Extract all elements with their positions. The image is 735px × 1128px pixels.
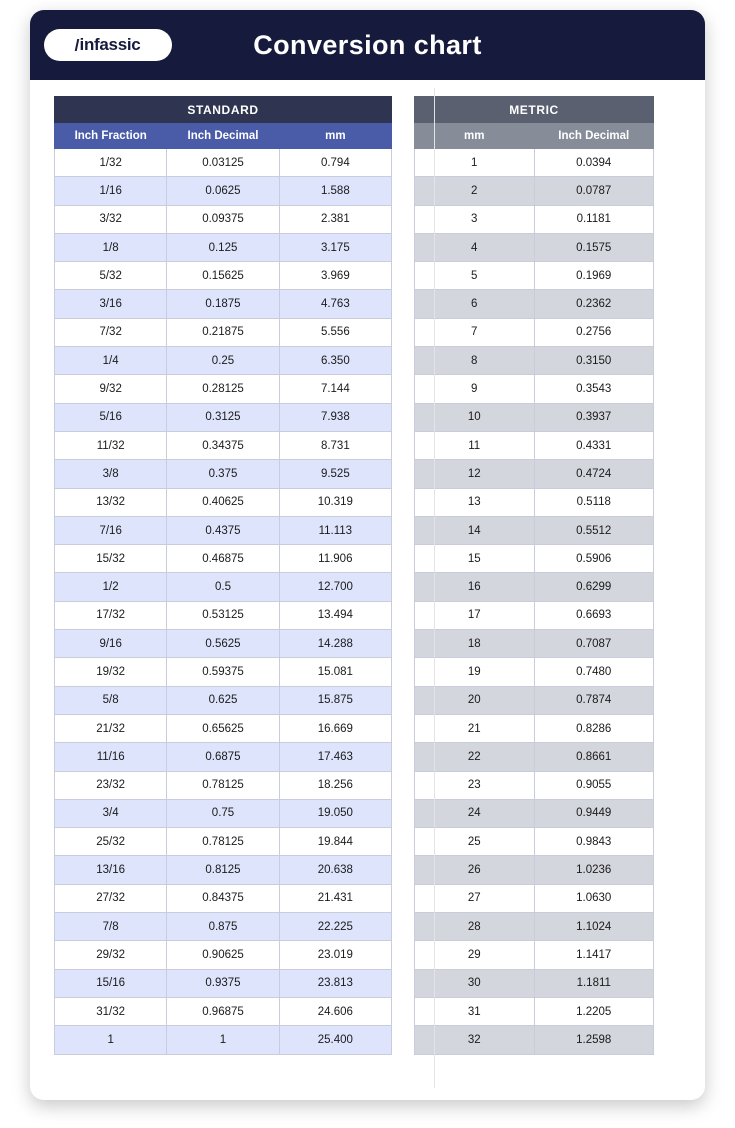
table-row xyxy=(55,658,392,686)
table-row xyxy=(415,290,654,318)
table-row xyxy=(55,149,392,177)
table-row xyxy=(415,347,654,375)
metric-column-header-row xyxy=(415,123,654,149)
table-cell: 0.6693 xyxy=(534,601,654,629)
table-row xyxy=(55,884,392,912)
logo-mark-icon xyxy=(74,39,79,51)
table-cell: 22 xyxy=(415,743,535,771)
table-cell: 11/16 xyxy=(55,743,167,771)
standard-column-header-row xyxy=(55,123,392,149)
table-cell: 1/32 xyxy=(55,149,167,177)
table-cell: 31 xyxy=(415,997,535,1025)
table-row xyxy=(55,828,392,856)
table-cell: 0.7874 xyxy=(534,686,654,714)
table-cell: 0.5625 xyxy=(167,630,279,658)
standard-col-mm: mm xyxy=(279,123,391,149)
table-cell: 25 xyxy=(415,828,535,856)
table-cell: 26 xyxy=(415,856,535,884)
table-cell: 7 xyxy=(415,318,535,346)
table-cell: 0.0394 xyxy=(534,149,654,177)
table-cell: 3.175 xyxy=(279,233,391,261)
table-cell: 20.638 xyxy=(279,856,391,884)
table-row xyxy=(55,460,392,488)
table-cell: 0.4375 xyxy=(167,516,279,544)
table-row xyxy=(415,658,654,686)
table-cell: 1/2 xyxy=(55,573,167,601)
table-cell: 4.763 xyxy=(279,290,391,318)
table-cell: 0.0787 xyxy=(534,177,654,205)
table-cell: 17.463 xyxy=(279,743,391,771)
table-row xyxy=(55,403,392,431)
table-cell: 10 xyxy=(415,403,535,431)
table-row xyxy=(415,771,654,799)
table-cell: 0.84375 xyxy=(167,884,279,912)
table-row xyxy=(55,714,392,742)
table-cell: 25/32 xyxy=(55,828,167,856)
table-cell: 19 xyxy=(415,658,535,686)
table-row xyxy=(415,233,654,261)
table-cell: 3/4 xyxy=(55,799,167,827)
table-cell: 0.9843 xyxy=(534,828,654,856)
tables-area xyxy=(30,80,705,1100)
table-cell: 0.5512 xyxy=(534,516,654,544)
table-row xyxy=(55,545,392,573)
table-cell: 0.125 xyxy=(167,233,279,261)
table-cell: 20 xyxy=(415,686,535,714)
brand-logo xyxy=(44,29,172,61)
table-cell: 1/4 xyxy=(55,347,167,375)
table-cell: 11/32 xyxy=(55,431,167,459)
table-cell: 0.3150 xyxy=(534,347,654,375)
table-cell: 15.081 xyxy=(279,658,391,686)
table-cell: 8 xyxy=(415,347,535,375)
table-cell: 0.7087 xyxy=(534,630,654,658)
table-cell: 0.1875 xyxy=(167,290,279,318)
table-cell: 0.9449 xyxy=(534,799,654,827)
table-cell: 13.494 xyxy=(279,601,391,629)
table-row xyxy=(55,488,392,516)
table-cell: 2.381 xyxy=(279,205,391,233)
standard-table-head xyxy=(55,97,392,149)
table-cell: 9/32 xyxy=(55,375,167,403)
table-cell: 6.350 xyxy=(279,347,391,375)
table-row xyxy=(415,375,654,403)
table-cell: 4 xyxy=(415,233,535,261)
page-title: Conversion chart xyxy=(253,29,482,60)
table-cell: 30 xyxy=(415,969,535,997)
standard-table-body xyxy=(55,149,392,1055)
table-cell: 16.669 xyxy=(279,714,391,742)
table-row xyxy=(415,516,654,544)
table-cell: 0.90625 xyxy=(167,941,279,969)
table-row xyxy=(415,149,654,177)
table-row xyxy=(415,743,654,771)
table-cell: 11.113 xyxy=(279,516,391,544)
table-cell: 21/32 xyxy=(55,714,167,742)
table-cell: 18.256 xyxy=(279,771,391,799)
table-cell: 25.400 xyxy=(279,1026,391,1054)
table-cell: 0.3125 xyxy=(167,403,279,431)
table-row xyxy=(55,573,392,601)
table-cell: 3 xyxy=(415,205,535,233)
table-cell: 24.606 xyxy=(279,997,391,1025)
table-cell: 21.431 xyxy=(279,884,391,912)
table-row xyxy=(415,997,654,1025)
table-cell: 8.731 xyxy=(279,431,391,459)
table-cell: 0.0625 xyxy=(167,177,279,205)
table-cell: 32 xyxy=(415,1026,535,1054)
table-cell: 0.40625 xyxy=(167,488,279,516)
table-cell: 12 xyxy=(415,460,535,488)
standard-table xyxy=(54,96,392,1055)
table-cell: 19/32 xyxy=(55,658,167,686)
table-row xyxy=(415,177,654,205)
table-cell: 0.5 xyxy=(167,573,279,601)
table-cell: 0.28125 xyxy=(167,375,279,403)
table-row xyxy=(415,403,654,431)
table-row xyxy=(55,630,392,658)
table-cell: 0.5118 xyxy=(534,488,654,516)
table-cell: 29 xyxy=(415,941,535,969)
table-cell: 7.938 xyxy=(279,403,391,431)
table-cell: 0.65625 xyxy=(167,714,279,742)
table-row xyxy=(415,714,654,742)
table-row xyxy=(415,1026,654,1054)
table-cell: 16 xyxy=(415,573,535,601)
metric-table xyxy=(414,96,654,1055)
table-cell: 27 xyxy=(415,884,535,912)
table-cell: 0.8286 xyxy=(534,714,654,742)
metric-table-wrapper xyxy=(414,96,654,1100)
table-cell: 1.0236 xyxy=(534,856,654,884)
table-cell: 5/32 xyxy=(55,262,167,290)
table-row xyxy=(55,601,392,629)
table-cell: 1.1811 xyxy=(534,969,654,997)
table-cell: 18 xyxy=(415,630,535,658)
table-row xyxy=(415,573,654,601)
metric-table-head xyxy=(415,97,654,149)
table-cell: 1 xyxy=(167,1026,279,1054)
table-row xyxy=(55,318,392,346)
table-cell: 5 xyxy=(415,262,535,290)
table-cell: 9/16 xyxy=(55,630,167,658)
table-cell: 0.9375 xyxy=(167,969,279,997)
table-cell: 0.75 xyxy=(167,799,279,827)
table-cell: 0.59375 xyxy=(167,658,279,686)
table-cell: 0.78125 xyxy=(167,771,279,799)
table-cell: 0.1969 xyxy=(534,262,654,290)
table-cell: 7/8 xyxy=(55,913,167,941)
table-cell: 15.875 xyxy=(279,686,391,714)
table-cell: 1.1417 xyxy=(534,941,654,969)
table-cell: 0.6299 xyxy=(534,573,654,601)
table-cell: 24 xyxy=(415,799,535,827)
table-row xyxy=(415,941,654,969)
table-row xyxy=(55,431,392,459)
table-row xyxy=(55,686,392,714)
page-header xyxy=(30,10,705,80)
table-row xyxy=(55,177,392,205)
column-divider xyxy=(434,88,435,1088)
table-row xyxy=(415,856,654,884)
table-cell: 13/16 xyxy=(55,856,167,884)
table-cell: 27/32 xyxy=(55,884,167,912)
table-cell: 0.1181 xyxy=(534,205,654,233)
standard-col-inch-fraction: Inch Fraction xyxy=(55,123,167,149)
table-cell: 0.03125 xyxy=(167,149,279,177)
table-cell: 19.050 xyxy=(279,799,391,827)
table-row xyxy=(55,347,392,375)
table-cell: 11.906 xyxy=(279,545,391,573)
table-row xyxy=(55,290,392,318)
table-cell: 17 xyxy=(415,601,535,629)
standard-table-wrapper xyxy=(54,96,392,1100)
table-cell: 0.15625 xyxy=(167,262,279,290)
table-row xyxy=(55,997,392,1025)
table-cell: 11 xyxy=(415,431,535,459)
table-cell: 23/32 xyxy=(55,771,167,799)
table-row xyxy=(55,799,392,827)
table-cell: 9 xyxy=(415,375,535,403)
table-cell: 0.3937 xyxy=(534,403,654,431)
table-cell: 31/32 xyxy=(55,997,167,1025)
table-cell: 7/16 xyxy=(55,516,167,544)
table-cell: 13 xyxy=(415,488,535,516)
standard-section-title: STANDARD xyxy=(55,97,392,123)
table-cell: 1.2598 xyxy=(534,1026,654,1054)
table-row xyxy=(55,856,392,884)
table-cell: 0.625 xyxy=(167,686,279,714)
table-cell: 0.53125 xyxy=(167,601,279,629)
conversion-chart-card xyxy=(30,10,705,1100)
table-cell: 28 xyxy=(415,913,535,941)
table-row xyxy=(55,1026,392,1054)
table-cell: 5/16 xyxy=(55,403,167,431)
table-cell: 0.4331 xyxy=(534,431,654,459)
table-cell: 3/16 xyxy=(55,290,167,318)
standard-section-title-row xyxy=(55,97,392,123)
table-cell: 7/32 xyxy=(55,318,167,346)
table-cell: 3.969 xyxy=(279,262,391,290)
table-row xyxy=(415,913,654,941)
table-cell: 0.1575 xyxy=(534,233,654,261)
table-row xyxy=(415,601,654,629)
table-cell: 29/32 xyxy=(55,941,167,969)
brand-logo-text: infassic xyxy=(79,35,141,54)
table-cell: 14 xyxy=(415,516,535,544)
table-cell: 1.2205 xyxy=(534,997,654,1025)
table-cell: 15/16 xyxy=(55,969,167,997)
table-row xyxy=(415,460,654,488)
table-cell: 23.813 xyxy=(279,969,391,997)
table-row xyxy=(415,262,654,290)
table-row xyxy=(415,545,654,573)
metric-section-title: METRIC xyxy=(415,97,654,123)
table-cell: 14.288 xyxy=(279,630,391,658)
table-cell: 23.019 xyxy=(279,941,391,969)
table-row xyxy=(55,516,392,544)
table-cell: 12.700 xyxy=(279,573,391,601)
table-row xyxy=(55,205,392,233)
table-cell: 2 xyxy=(415,177,535,205)
table-cell: 0.78125 xyxy=(167,828,279,856)
table-cell: 0.9055 xyxy=(534,771,654,799)
table-cell: 3/8 xyxy=(55,460,167,488)
table-cell: 15/32 xyxy=(55,545,167,573)
table-row xyxy=(55,375,392,403)
table-row xyxy=(415,318,654,346)
table-row xyxy=(55,941,392,969)
standard-col-inch-decimal: Inch Decimal xyxy=(167,123,279,149)
table-cell: 0.46875 xyxy=(167,545,279,573)
table-cell: 1 xyxy=(55,1026,167,1054)
table-cell: 0.3543 xyxy=(534,375,654,403)
table-row xyxy=(55,771,392,799)
table-cell: 22.225 xyxy=(279,913,391,941)
table-cell: 0.6875 xyxy=(167,743,279,771)
table-row xyxy=(415,799,654,827)
table-cell: 0.875 xyxy=(167,913,279,941)
table-cell: 0.375 xyxy=(167,460,279,488)
table-cell: 19.844 xyxy=(279,828,391,856)
metric-col-mm: mm xyxy=(415,123,535,149)
table-row xyxy=(415,205,654,233)
table-cell: 0.2756 xyxy=(534,318,654,346)
table-row xyxy=(415,630,654,658)
table-cell: 0.96875 xyxy=(167,997,279,1025)
metric-col-inch-decimal: Inch Decimal xyxy=(534,123,654,149)
table-cell: 21 xyxy=(415,714,535,742)
metric-table-body xyxy=(415,149,654,1055)
table-cell: 0.8125 xyxy=(167,856,279,884)
table-cell: 1.0630 xyxy=(534,884,654,912)
table-cell: 0.09375 xyxy=(167,205,279,233)
table-cell: 0.21875 xyxy=(167,318,279,346)
table-row xyxy=(55,233,392,261)
table-cell: 3/32 xyxy=(55,205,167,233)
table-cell: 1 xyxy=(415,149,535,177)
table-cell: 9.525 xyxy=(279,460,391,488)
table-cell: 17/32 xyxy=(55,601,167,629)
table-cell: 5.556 xyxy=(279,318,391,346)
table-cell: 1.1024 xyxy=(534,913,654,941)
table-cell: 13/32 xyxy=(55,488,167,516)
table-cell: 0.34375 xyxy=(167,431,279,459)
table-row xyxy=(55,913,392,941)
table-cell: 5/8 xyxy=(55,686,167,714)
table-cell: 10.319 xyxy=(279,488,391,516)
table-cell: 1.588 xyxy=(279,177,391,205)
table-cell: 0.8661 xyxy=(534,743,654,771)
table-row xyxy=(415,969,654,997)
table-cell: 0.794 xyxy=(279,149,391,177)
table-row xyxy=(415,828,654,856)
table-cell: 23 xyxy=(415,771,535,799)
table-row xyxy=(55,969,392,997)
table-cell: 1/8 xyxy=(55,233,167,261)
table-cell: 1/16 xyxy=(55,177,167,205)
table-cell: 0.7480 xyxy=(534,658,654,686)
table-row xyxy=(415,686,654,714)
table-row xyxy=(415,884,654,912)
table-row xyxy=(415,488,654,516)
table-cell: 0.4724 xyxy=(534,460,654,488)
metric-section-title-row xyxy=(415,97,654,123)
table-cell: 7.144 xyxy=(279,375,391,403)
table-cell: 15 xyxy=(415,545,535,573)
table-row xyxy=(55,262,392,290)
table-cell: 6 xyxy=(415,290,535,318)
table-cell: 0.2362 xyxy=(534,290,654,318)
table-row xyxy=(55,743,392,771)
table-row xyxy=(415,431,654,459)
table-cell: 0.5906 xyxy=(534,545,654,573)
table-cell: 0.25 xyxy=(167,347,279,375)
